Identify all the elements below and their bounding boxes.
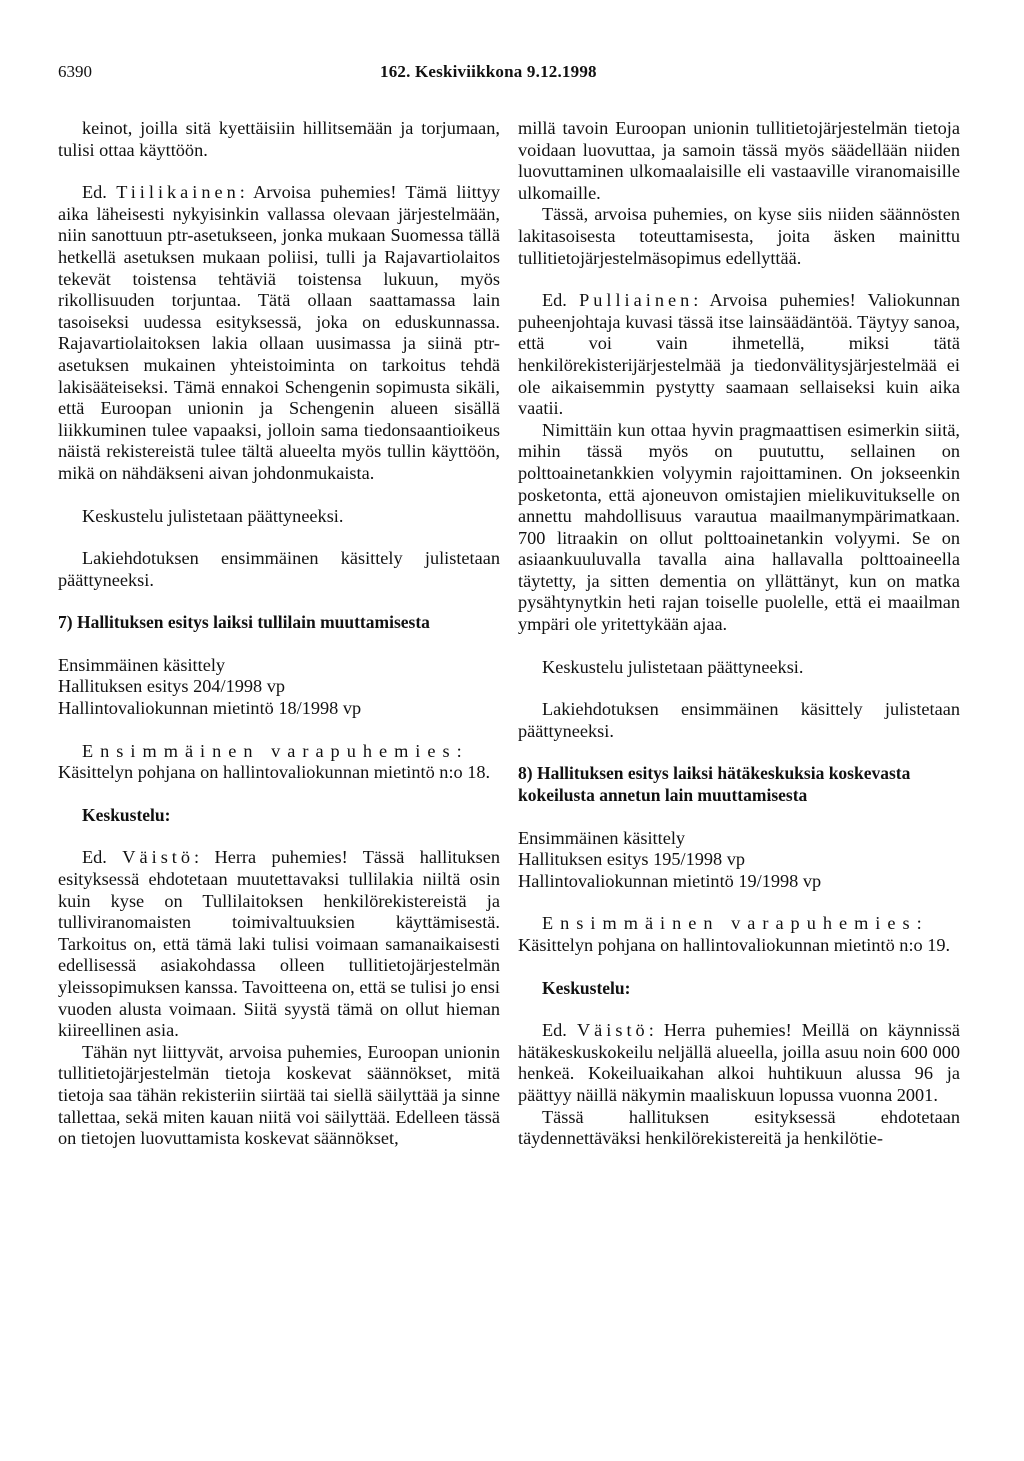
discussion-closed: Keskustelu julistetaan päättyneeksi. bbox=[542, 656, 804, 677]
paragraph: Tässä, arvoisa puhemies, on kyse siis niiden säännösten lakitasoisesta toteuttamisesta, joita äsken mainittu tullitietojärjestelmäsopimus edellyttää. bbox=[518, 204, 960, 268]
detail-line: Ensimmäinen käsittely bbox=[58, 654, 226, 675]
speaker-name: Väistö bbox=[122, 847, 195, 868]
speech-vaisto: Ed. Väistö: Herra puhemies! Tässä hallituksen esityksessä ehdotetaan muutettavaksi tullilakia niiltä osin kuin kyse on Tullilaitoksen henkilörekistereistä ja tulliviranomaisten toimivaltuuksien käyttämisestä. Tarkoitus on, että tämä laki tulisi voimaan samanaikaisesti edellisessä asiakohdassa olleen tullitietojärjestelmän yleissopimuksen kanssa. Tavoitteena on, että se tulisi jo ensi vuoden alusta voimaan. Siitä syystä tämä on ollut hieman kiireellinen asia. bbox=[58, 847, 501, 1041]
speech-text: Arvoisa puhemies! Valiokunnan puheenjohtaja kuvasi tässä itse lainsäädäntöä. Täytyy sanoa, että voi vain ihmetellä, miksi tätä henkilörekisterijärjestelmää ja tiedonvälitysjärjestelmää ei ole aikaisemmin pystytty saamaan sellaiseksi kuin aika vaatii. bbox=[518, 290, 961, 419]
detail-line: Hallintovaliokunnan mietintö 18/1998 vp bbox=[58, 698, 362, 719]
paragraph-intro: keinot, joilla sitä kyettäisiin hillitsemään ja torjumaan, tulisi ottaa käyttöön. bbox=[58, 118, 500, 160]
speech-pulliainen: Ed. Pulliainen: Arvoisa puhemies! Valiokunnan puheenjohtaja kuvasi tässä itse lainsäädäntöä. Täytyy sanoa, että voi vain ihmetellä, miksi tätä henkilörekisterijärjestelmää ja tiedonvälitysjärjestelmää ei ole aikaisemmin pystytty saamaan sellaiseksi kuin aika vaatii. bbox=[518, 290, 961, 419]
speaker-deputy-speaker: Ensimmäinen varapuhemies: bbox=[82, 740, 469, 761]
page-number: 6390 bbox=[58, 62, 92, 81]
detail-line: Ensimmäinen käsittely bbox=[518, 827, 686, 848]
agenda-item-8-details bbox=[518, 828, 960, 893]
speech-text: Arvoisa puhemies! Tämä liittyy aika läheisesti nykyisinkin vallassa olevaan järjestelmään, niin sanottuun ptr-asetukseen, jonka mukaan Suomessa tällä hetkellä asetuksen mukaan poliisi, tulli ja Rajavartiolaitos tekevät toistensa tehtäviä toistensa lukuun, myös rikollisuuden torjuntaa. Tätä ollaan saattamassa lain tasoiseksi uudessa esityksessä, joka on eduskunnassa. Rajavartiolaitoksen lakia ollaan uusimassa ja siinä ptr-asetuksen mukainen yhteistoiminta on tarkoitus tehdä lakisääteiseksi. Tämä ennakoi Schengenin sopimusta sikäli, että Euroopan unionin ja Schengenin alueen sisällä liikkuminen tulee vapaaksi, jolloin sama tiedonsaantioikeus näistä rekistereistä tulee tältä alueelta myös tullin käyttöön, mikä on nähdäkseni aivan johdonmukaista. bbox=[58, 182, 501, 483]
speaker-name: Tiilikainen bbox=[116, 182, 240, 203]
left-column bbox=[58, 118, 500, 1150]
speech-text: Herra puhemies! Meillä on käynnissä hätäkeskuskokeilu neljällä alueella, joilla asuu noin 600 000 henkeä. Kokeiluaikahan alkoi huhtikuun alussa 96 ja päättyy näillä näkymin maaliskuun lopussa vuonna 2001. bbox=[518, 1020, 960, 1105]
discussion-label: Keskustelu: bbox=[82, 804, 171, 825]
detail-line: Hallituksen esitys 204/1998 vp bbox=[58, 676, 285, 697]
discussion-label: Keskustelu: bbox=[542, 977, 631, 998]
first-reading-closed: Lakiehdotuksen ensimmäinen käsittely julistetaan päättyneeksi. bbox=[518, 699, 960, 741]
speaker-name: Väistö bbox=[576, 1020, 649, 1041]
speaker-name: Pulliainen bbox=[579, 290, 694, 311]
discussion-closed: Keskustelu julistetaan päättyneeksi. bbox=[82, 505, 344, 526]
page-header bbox=[58, 62, 958, 86]
speech-vaisto: Ed. Väistö: Herra puhemies! Meillä on käynnissä hätäkeskuskokeilu neljällä alueella, joilla asuu noin 600 000 henkeä. Kokeiluaikahan alkoi huhtikuun alussa 96 ja päättyy näillä näkymin maaliskuun lopussa vuonna 2001. bbox=[518, 1020, 960, 1105]
paragraph: Tässä hallituksen esityksessä ehdotetaan täydennettäväksi henkilörekistereitä ja henkilötie- bbox=[518, 1106, 960, 1149]
paragraph: Nimittäin kun ottaa hyvin pragmaattisen esimerkin siitä, mihin tässä myös on puututtu, sellainen on polttoainetankkien volyymin rajoittaminen. On jokseenkin posketonta, että ajoneuvon omistajien mielikuvitukselle on annettu mahdollisuus varautua maailmanympärimatkaan. 700 litraakin on ollut polttoainetankin volyymi. Se on asiaankuuluvalla tavalla aina hallavalla polttoaineella täytetty, ja sitten dementia on yllättänyt, kun on matka pysähtynytkin heti rajan toiselle puolelle, että ei maailman ympäri ole yritettykään ajaa. bbox=[518, 419, 960, 635]
paragraph: Tähän nyt liittyvät, arvoisa puhemies, Euroopan unionin tullitietojärjestelmän tietoja koskevat säännökset, mitä tietoja saa tähän rekisteriin siirtää tai siellä säilyttää ja sinne tallettaa, sekä miten kauan niitä voi säilyttää. Edelleen tässä on tietojen luovuttamista koskevat säännökset, bbox=[58, 1041, 500, 1149]
speaker-deputy-speaker: Ensimmäinen varapuhemies: bbox=[542, 913, 929, 934]
speech-tiilikainen: Ed. Tiilikainen: Arvoisa puhemies! Tämä liittyy aika läheisesti nykyisinkin vallassa olevaan järjestelmään, niin sanottuun ptr-asetukseen, jonka mukaan Suomessa tällä hetkellä asetuksen mukaan poliisi, tulli ja Rajavartiolaitos tekevät toistensa tehtäviä toistensa lukuun, myös rikollisuuden torjuntaa. Tätä ollaan saattamassa lain tasoiseksi uudessa esityksessä, joka on eduskunnassa. Rajavartiolaitoksen lakia ollaan uusimassa ja siinä ptr-asetuksen mukainen yhteistoiminta on tarkoitus tehdä lakisääteiseksi. Tämä ennakoi Schengenin sopimusta sikäli, että Euroopan unionin ja Schengenin alueen sisällä liikkuminen tulee vapaaksi, jolloin sama tiedonsaantioikeus näistä rekistereistä tulee tältä alueelta myös tullin käyttöön, mikä on nähdäkseni aivan johdonmukaista. bbox=[58, 182, 501, 483]
speaker-statement: Käsittelyn pohjana on hallintovaliokunnan mietintö n:o 19. bbox=[518, 935, 951, 955]
agenda-item-7-heading: 7) Hallituksen esitys laiksi tullilain muuttamisesta bbox=[58, 612, 430, 633]
detail-line: Hallituksen esitys 195/1998 vp bbox=[518, 849, 745, 870]
first-reading-closed: Lakiehdotuksen ensimmäinen käsittely julistetaan päättyneeksi. bbox=[58, 548, 500, 590]
detail-line: Hallintovaliokunnan mietintö 19/1998 vp bbox=[518, 870, 822, 891]
speaker-statement: Käsittelyn pohjana on hallintovaliokunnan mietintö n:o 18. bbox=[58, 762, 491, 783]
speech-text: Herra puhemies! Tässä hallituksen esityksessä ehdotetaan muutettavaksi tullilakia niiltä osin kuin kyse on Tullilaitoksen henkilörekistereistä ja tulliviranomaisten toimivaltuuksien käyttämisestä. Tarkoitus on, että tämä laki tulisi voimaan samanaikaisesti edellisessä asiakohdassa olleen tullitietojärjestelmän yleissopimuksen kanssa. Tavoitteena on, että se tulisi jo ensi vuoden alusta voimaan. Siitä syystä tämä on ollut hieman kiireellinen asia. bbox=[58, 847, 501, 1041]
running-head: 162. Keskiviikkona 9.12.1998 bbox=[380, 62, 597, 81]
agenda-item-7-details bbox=[58, 655, 500, 720]
agenda-item-8-heading: 8) Hallituksen esitys laiksi hätäkeskuksia koskevasta kokeilusta annetun lain muuttamisesta bbox=[518, 763, 911, 806]
right-column bbox=[518, 118, 960, 1150]
paragraph-continued: millä tavoin Euroopan unionin tullitietojärjestelmän tietoja voidaan luovuttaa, ja samoin tässä myös säädellään niiden luovuttaminen ulkomaalaisille eli vastaaville viranomaisille ulkomaille. bbox=[518, 118, 960, 203]
